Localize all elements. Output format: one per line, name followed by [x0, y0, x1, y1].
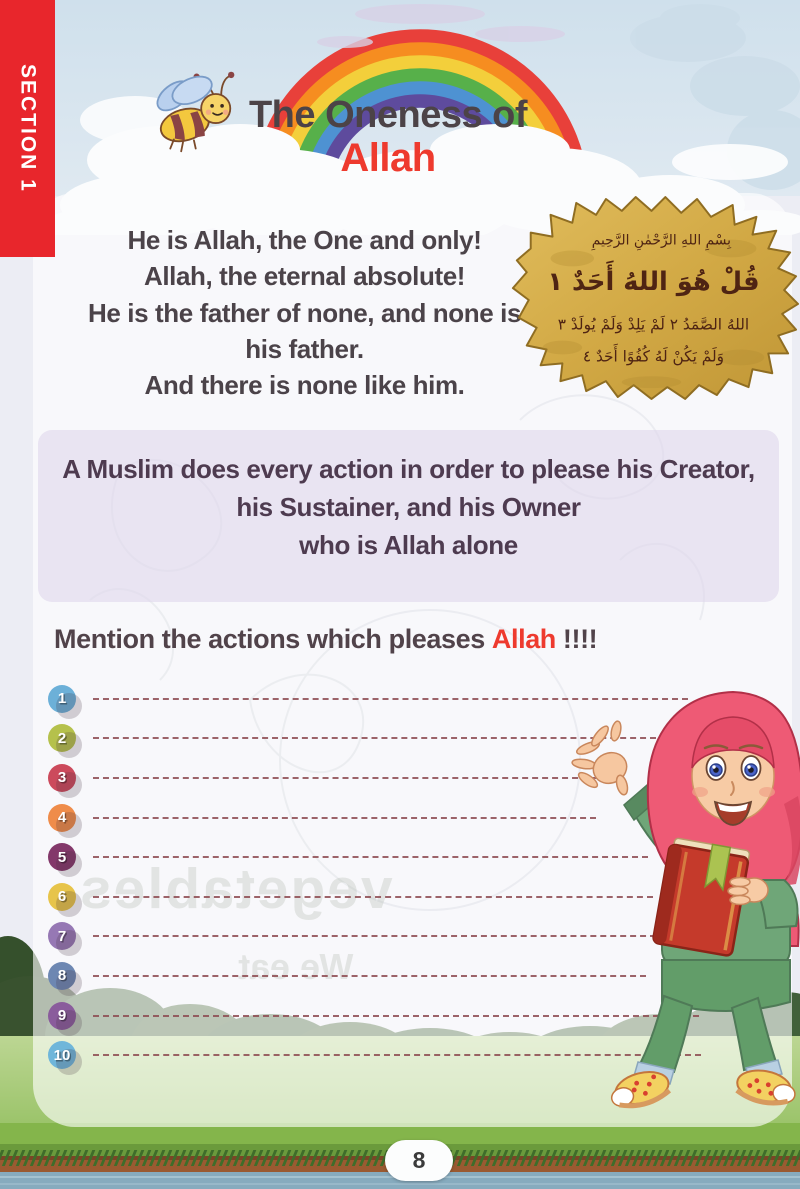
row-number: 2 [57, 729, 67, 747]
row-number-badge [48, 764, 76, 792]
ghost-text: vegetables [78, 857, 393, 921]
ghost-text: We eat [238, 946, 354, 987]
answer-line [93, 817, 596, 819]
row-number: 7 [57, 927, 67, 945]
row-number-badge [48, 724, 76, 752]
page-title-line2: Allah [340, 136, 436, 180]
row-number: 3 [57, 769, 67, 787]
parchment-shape [513, 197, 798, 399]
verse-line: Allah, the eternal absolute! [143, 261, 466, 292]
water-streak [0, 1183, 800, 1185]
row-number-badge [48, 1041, 76, 1069]
prompt-prefix: Mention the actions which pleases [54, 624, 485, 654]
prompt-highlight: Allah [491, 624, 556, 654]
row-number: 9 [57, 1007, 67, 1025]
page-number: 8 [412, 1147, 426, 1173]
row-number-badge [48, 1002, 76, 1030]
row-number: 1 [57, 690, 67, 708]
row-number: 6 [57, 888, 67, 906]
row-number: 4 [57, 809, 67, 827]
answer-line [93, 777, 598, 779]
row-number: 8 [57, 967, 67, 985]
quran-parchment [503, 188, 800, 408]
section-label: SECTION 1 [16, 64, 40, 193]
verse-text [52, 222, 557, 403]
verse-line: his father. [245, 333, 364, 364]
verse-line: He is Allah, the One and only! [127, 225, 482, 255]
holding-hand [728, 878, 768, 905]
lesson-note-box [38, 430, 779, 602]
ayah-1: قُلْ هُوَ اللهُ أَحَدٌ ١ [547, 267, 760, 298]
hijab-girl-illustration [558, 684, 800, 1109]
row-number-badge [48, 685, 76, 713]
ayah-2-3: اللهُ الصَّمَدُ ٢ لَمْ يَلِدْ وَلَمْ يُولَدْ ٣ [557, 315, 750, 334]
row-number-badge [48, 883, 76, 911]
activity-prompt [54, 624, 597, 655]
page-number-pill [385, 1140, 453, 1181]
row-number-badge [48, 804, 76, 832]
verse-line: He is the father of none, and none is [87, 297, 522, 328]
verse-line: And there is none like him. [144, 370, 465, 401]
bismillah-text: بِسْمِ اللهِ الرَّحْمٰنِ الرَّحِيمِ [591, 232, 732, 249]
right-shoe [735, 1067, 798, 1108]
page-title-line1: The Oneness of [248, 94, 528, 136]
row-number-badge [48, 962, 76, 990]
section-banner [0, 0, 55, 257]
row-number-badge [48, 922, 76, 950]
ayah-4: وَلَمْ يَكُنْ لَهُ كُفُوًا أَحَدٌ ٤ [582, 347, 725, 366]
note-line: A Muslim does every action in order to please his Creator, [62, 454, 755, 484]
note-line: his Sustainer, and his Owner [236, 492, 581, 522]
row-number: 5 [57, 848, 67, 866]
prompt-suffix: !!!! [562, 624, 598, 654]
note-line: who is Allah alone [299, 530, 518, 560]
row-number: 10 [53, 1046, 71, 1064]
row-number-badge [48, 843, 76, 871]
